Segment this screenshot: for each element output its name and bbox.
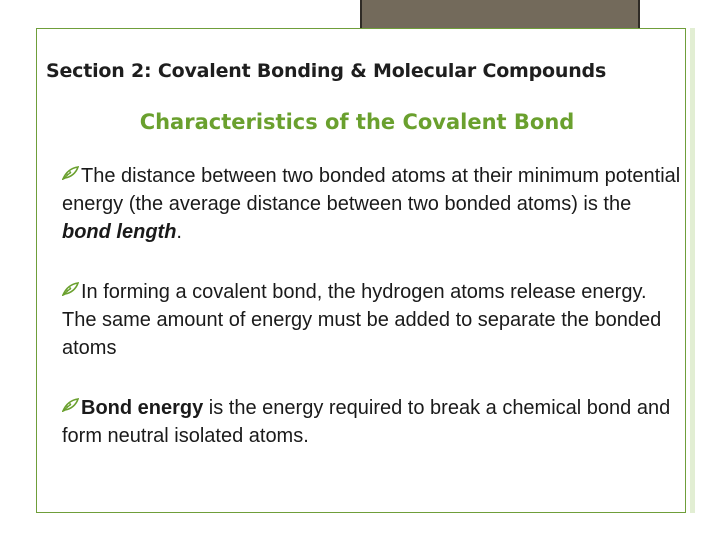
bullet-text: The distance between two bonded atoms at their minimum potential energy (the average distance between two bonded atoms) is the	[62, 165, 681, 215]
bullet-item-bond-length	[44, 162, 684, 246]
bullet-emphasis: Bond energy	[81, 397, 204, 419]
slide-subtitle: Characteristics of the Covalent Bond	[139, 110, 575, 134]
leaf-icon	[62, 166, 79, 180]
bullet-emphasis: bond length	[62, 221, 177, 243]
bullet-item-hydrogen-energy	[44, 278, 684, 362]
frame-shadow-accent	[690, 28, 695, 513]
section-title: Section 2: Covalent Bonding & Molecular Compounds	[46, 60, 607, 82]
bullet-text-end: .	[176, 221, 182, 243]
leaf-icon	[62, 398, 79, 412]
bullet-item-bond-energy	[44, 394, 684, 450]
bullet-text: is the energy required to break a chemical bond and form neutral isolated atoms.	[62, 397, 671, 447]
bullet-text: In forming a covalent bond, the hydrogen atoms release energy. The same amount of energy must be added to separate the bonded atoms	[62, 281, 662, 359]
bullet-list	[44, 162, 684, 482]
leaf-icon	[62, 282, 79, 296]
